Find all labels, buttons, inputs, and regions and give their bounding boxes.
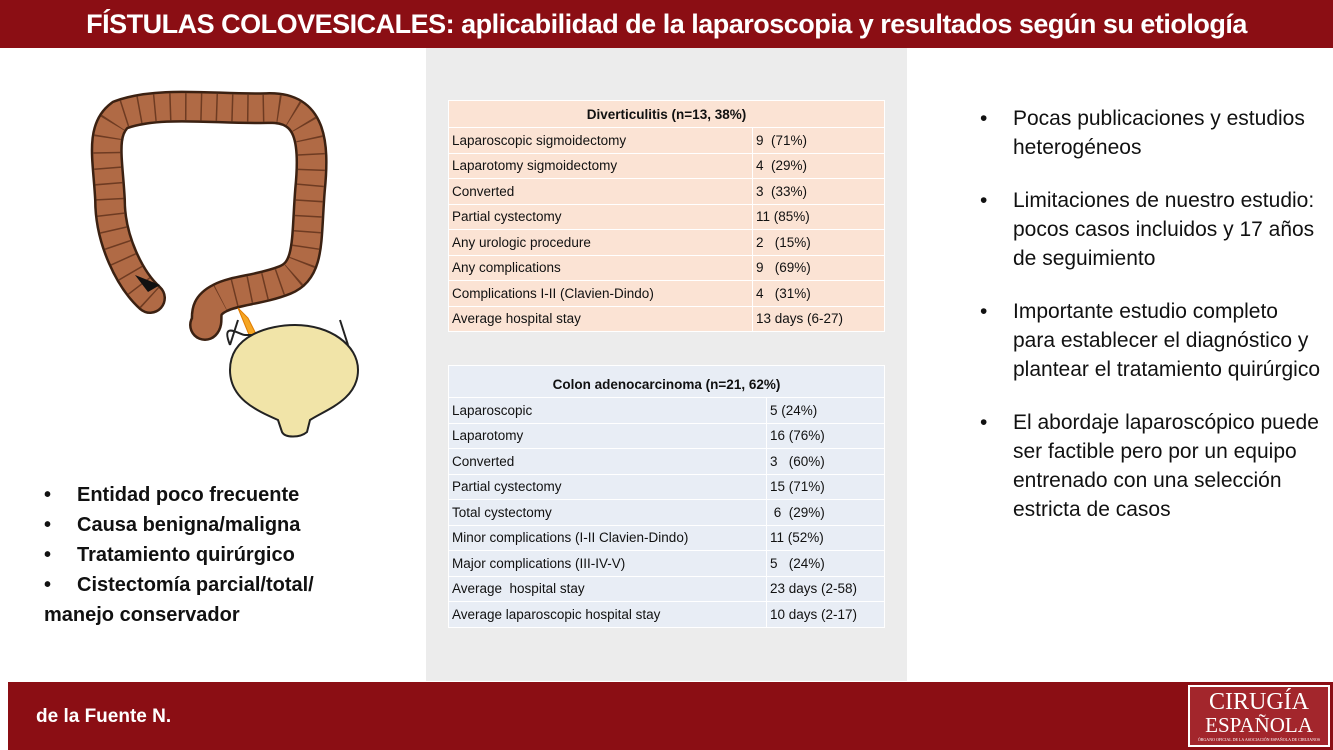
right-bullet-list <box>980 104 1325 548</box>
list-item-text: Pocas publicaciones y estudios heterogéneos <box>1013 107 1305 159</box>
table-row <box>449 281 885 307</box>
adenocarcinoma-table <box>448 365 885 628</box>
logo-line-3: ÓRGANO OFICIAL DE LA ASOCIACIÓN ESPAÑOLA DE CIRUJANOS <box>1197 737 1321 742</box>
row-label: Complications I-II (Clavien-Dindo) <box>449 281 753 307</box>
list-item <box>980 297 1325 384</box>
row-label: Any complications <box>449 255 753 281</box>
bullet-icon: • <box>44 514 52 536</box>
list-item <box>44 480 314 510</box>
list-item <box>980 186 1325 273</box>
table-row <box>449 230 885 256</box>
row-label: Laparoscopic sigmoidectomy <box>449 128 753 154</box>
list-item <box>44 540 314 570</box>
list-item-text: Limitaciones de nuestro estudio: pocos casos incluidos y 17 años de seguimiento <box>1013 189 1315 270</box>
row-value: 6 (29%) <box>767 500 885 526</box>
row-label: Converted <box>449 449 767 475</box>
table-row <box>449 474 885 500</box>
footer-bar <box>8 682 1333 750</box>
author: de la Fuente N. <box>36 706 172 727</box>
row-value: 4 (29%) <box>753 153 885 179</box>
list-item <box>44 510 314 540</box>
journal-logo <box>1188 685 1330 747</box>
row-label: Laparotomy <box>449 423 767 449</box>
left-bullet-list <box>44 480 314 630</box>
table-row <box>449 179 885 205</box>
table-row <box>449 551 885 577</box>
table-row <box>449 128 885 154</box>
row-label: Minor complications (I-II Clavien-Dindo) <box>449 525 767 551</box>
row-value: 11 (85%) <box>753 204 885 230</box>
row-label: Major complications (III-IV-V) <box>449 551 767 577</box>
row-value: 16 (76%) <box>767 423 885 449</box>
list-item-text: Tratamiento quirúrgico <box>77 544 295 566</box>
row-value: 9 (69%) <box>753 255 885 281</box>
table-row <box>449 602 885 628</box>
bullet-icon: • <box>44 544 52 566</box>
list-item-text: Entidad poco frecuente <box>77 484 300 506</box>
list-item-text: Importante estudio completo para establecer el diagnóstico y plantear el tratamiento quirúrgico <box>1013 300 1321 381</box>
list-item <box>44 570 314 600</box>
bullet-icon: • <box>980 189 988 212</box>
table-row <box>449 398 885 424</box>
table-row <box>449 423 885 449</box>
list-item-continuation: manejo conservador <box>44 604 240 626</box>
table-header: Colon adenocarcinoma (n=21, 62%) <box>449 366 885 398</box>
logo-line-2: ESPAÑOLA <box>1205 713 1313 737</box>
diverticulitis-table <box>448 100 885 332</box>
list-item-text: Causa benigna/maligna <box>77 514 301 536</box>
bladder-icon <box>227 320 358 437</box>
row-label: Partial cystectomy <box>449 204 753 230</box>
table-row <box>449 500 885 526</box>
bullet-icon: • <box>44 484 52 506</box>
list-item-text: El abordaje laparoscópico puede ser factible pero por un equipo entrenado con una selección estricta de casos <box>1013 411 1319 521</box>
colon-icon <box>107 107 312 325</box>
row-value: 3 (60%) <box>767 449 885 475</box>
list-item <box>980 104 1325 162</box>
row-value: 10 days (2-17) <box>767 602 885 628</box>
table-row <box>449 525 885 551</box>
row-label: Average hospital stay <box>449 576 767 602</box>
row-value: 2 (15%) <box>753 230 885 256</box>
row-value: 5 (24%) <box>767 551 885 577</box>
bullet-icon: • <box>980 107 988 130</box>
row-value: 23 days (2-58) <box>767 576 885 602</box>
row-label: Average laparoscopic hospital stay <box>449 602 767 628</box>
row-value: 13 days (6-27) <box>753 306 885 332</box>
row-value: 9 (71%) <box>753 128 885 154</box>
row-value: 11 (52%) <box>767 525 885 551</box>
page-title: FÍSTULAS COLOVESICALES: aplicabilidad de la laparoscopia y resultados según su etiología <box>0 0 1333 48</box>
colon-bladder-illustration <box>70 80 370 450</box>
list-item <box>980 408 1325 524</box>
bullet-icon: • <box>44 574 52 596</box>
row-value: 4 (31%) <box>753 281 885 307</box>
row-label: Laparoscopic <box>449 398 767 424</box>
row-label: Total cystectomy <box>449 500 767 526</box>
logo-line-1: CIRUGÍA <box>1209 689 1309 715</box>
table-row <box>449 449 885 475</box>
table-row <box>449 576 885 602</box>
row-label: Laparotomy sigmoidectomy <box>449 153 753 179</box>
table-row <box>449 306 885 332</box>
table-row <box>449 255 885 281</box>
bullet-icon: • <box>980 411 988 434</box>
row-label: Average hospital stay <box>449 306 753 332</box>
table-header: Diverticulitis (n=13, 38%) <box>449 101 885 128</box>
row-label: Any urologic procedure <box>449 230 753 256</box>
row-label: Partial cystectomy <box>449 474 767 500</box>
row-value: 5 (24%) <box>767 398 885 424</box>
list-item-text: Cistectomía parcial/total/ <box>77 574 314 596</box>
row-value: 3 (33%) <box>753 179 885 205</box>
table-row <box>449 153 885 179</box>
row-value: 15 (71%) <box>767 474 885 500</box>
row-label: Converted <box>449 179 753 205</box>
table-row <box>449 204 885 230</box>
bullet-icon: • <box>980 300 988 323</box>
